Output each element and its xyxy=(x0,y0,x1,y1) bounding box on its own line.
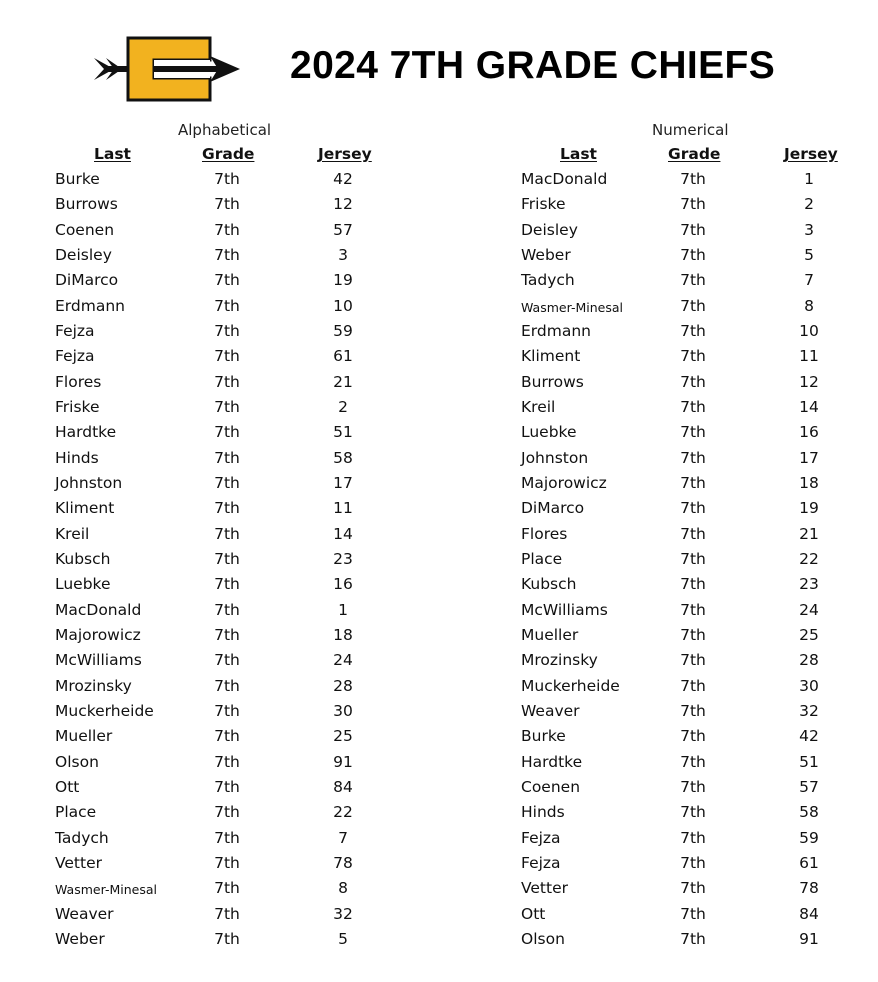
grade-cell: 7th xyxy=(214,879,240,898)
last-name-cell: Kubsch xyxy=(55,549,111,568)
jersey-cell: 78 xyxy=(333,853,353,872)
last-name-cell: Olson xyxy=(521,929,565,948)
jersey-cell: 12 xyxy=(333,195,353,214)
jersey-cell: 16 xyxy=(799,423,819,442)
numerical-label: Numerical xyxy=(652,121,729,139)
table-row xyxy=(55,344,475,369)
jersey-cell: 84 xyxy=(333,777,353,796)
numerical-header-last: Last xyxy=(560,145,597,163)
jersey-cell: 10 xyxy=(333,296,353,315)
last-name-cell: McWilliams xyxy=(55,651,142,670)
grade-cell: 7th xyxy=(680,321,706,340)
table-row xyxy=(55,446,475,471)
last-name-cell: Luebke xyxy=(521,423,577,442)
grade-cell: 7th xyxy=(214,777,240,796)
grade-cell: 7th xyxy=(214,524,240,543)
grade-cell: 7th xyxy=(680,929,706,948)
numerical-header-grade: Grade xyxy=(668,145,721,163)
last-name-cell: Fejza xyxy=(55,321,95,340)
grade-cell: 7th xyxy=(680,372,706,391)
table-row xyxy=(521,547,878,572)
grade-cell: 7th xyxy=(214,929,240,948)
jersey-cell: 19 xyxy=(799,499,819,518)
alphabetical-label: Alphabetical xyxy=(178,121,272,139)
jersey-cell: 10 xyxy=(799,321,819,340)
last-name-cell: Fejza xyxy=(521,828,561,847)
jersey-cell: 84 xyxy=(799,904,819,923)
table-row xyxy=(521,522,878,547)
last-name-cell: Wasmer-Minesal xyxy=(55,882,157,898)
grade-cell: 7th xyxy=(680,879,706,898)
table-row xyxy=(521,420,878,445)
grade-cell: 7th xyxy=(680,397,706,416)
grade-cell: 7th xyxy=(214,828,240,847)
jersey-cell: 59 xyxy=(799,828,819,847)
jersey-cell: 7 xyxy=(804,271,814,290)
grade-cell: 7th xyxy=(214,245,240,264)
table-row xyxy=(521,648,878,673)
grade-cell: 7th xyxy=(680,777,706,796)
jersey-cell: 8 xyxy=(338,879,348,898)
table-row xyxy=(521,319,878,344)
table-row xyxy=(521,674,878,699)
table-row xyxy=(521,876,878,901)
jersey-cell: 7 xyxy=(338,828,348,847)
last-name-cell: Place xyxy=(55,803,97,822)
table-row xyxy=(55,547,475,572)
jersey-cell: 14 xyxy=(799,397,819,416)
grade-cell: 7th xyxy=(214,473,240,492)
table-row xyxy=(55,826,475,851)
last-name-cell: Flores xyxy=(521,524,568,543)
last-name-cell: Erdmann xyxy=(55,296,125,315)
grade-cell: 7th xyxy=(214,676,240,695)
table-row xyxy=(521,826,878,851)
last-name-cell: Tadych xyxy=(521,271,575,290)
numerical-table xyxy=(521,167,878,952)
last-name-cell: Burrows xyxy=(55,195,118,214)
last-name-cell: Muckerheide xyxy=(521,676,620,695)
jersey-cell: 21 xyxy=(799,524,819,543)
last-name-cell: Olson xyxy=(55,752,99,771)
grade-cell: 7th xyxy=(680,752,706,771)
jersey-cell: 24 xyxy=(799,600,819,619)
grade-cell: 7th xyxy=(214,397,240,416)
jersey-cell: 16 xyxy=(333,575,353,594)
table-row xyxy=(55,496,475,521)
table-row xyxy=(521,927,878,952)
table-row xyxy=(521,598,878,623)
last-name-cell: Place xyxy=(521,549,563,568)
table-row xyxy=(55,420,475,445)
table-row xyxy=(521,699,878,724)
grade-cell: 7th xyxy=(214,271,240,290)
last-name-cell: Deisley xyxy=(521,220,578,239)
table-row xyxy=(521,344,878,369)
last-name-cell: Majorowicz xyxy=(55,625,141,644)
last-name-cell: Majorowicz xyxy=(521,473,607,492)
table-row xyxy=(55,800,475,825)
grade-cell: 7th xyxy=(680,296,706,315)
grade-cell: 7th xyxy=(680,676,706,695)
table-row xyxy=(55,395,475,420)
table-row xyxy=(55,294,475,319)
grade-cell: 7th xyxy=(214,701,240,720)
table-row xyxy=(55,851,475,876)
grade-cell: 7th xyxy=(680,170,706,188)
jersey-cell: 51 xyxy=(799,752,819,771)
jersey-cell: 42 xyxy=(333,170,353,188)
last-name-cell: Luebke xyxy=(55,575,111,594)
grade-cell: 7th xyxy=(680,701,706,720)
jersey-cell: 61 xyxy=(799,853,819,872)
table-row xyxy=(55,674,475,699)
table-row xyxy=(521,370,878,395)
grade-cell: 7th xyxy=(214,448,240,467)
last-name-cell: Weaver xyxy=(521,701,580,720)
jersey-cell: 3 xyxy=(338,245,348,264)
jersey-cell: 58 xyxy=(333,448,353,467)
table-row xyxy=(55,623,475,648)
table-row xyxy=(521,851,878,876)
grade-cell: 7th xyxy=(214,549,240,568)
grade-cell: 7th xyxy=(214,347,240,366)
jersey-cell: 91 xyxy=(333,752,353,771)
last-name-cell: Wasmer-Minesal xyxy=(521,299,623,315)
last-name-cell: Weaver xyxy=(55,904,114,923)
last-name-cell: Mrozinsky xyxy=(55,676,132,695)
jersey-cell: 5 xyxy=(338,929,348,948)
table-row xyxy=(55,724,475,749)
grade-cell: 7th xyxy=(680,271,706,290)
table-row xyxy=(521,496,878,521)
grade-cell: 7th xyxy=(680,473,706,492)
table-row xyxy=(521,775,878,800)
jersey-cell: 18 xyxy=(333,625,353,644)
table-row xyxy=(521,268,878,293)
last-name-cell: Ott xyxy=(55,777,80,796)
table-row xyxy=(55,648,475,673)
last-name-cell: Hinds xyxy=(521,803,565,822)
table-row xyxy=(521,471,878,496)
jersey-cell: 14 xyxy=(333,524,353,543)
last-name-cell: Vetter xyxy=(55,853,102,872)
grade-cell: 7th xyxy=(680,575,706,594)
grade-cell: 7th xyxy=(214,600,240,619)
jersey-cell: 24 xyxy=(333,651,353,670)
jersey-cell: 23 xyxy=(799,575,819,594)
alphabetical-table xyxy=(55,167,475,952)
last-name-cell: MacDonald xyxy=(521,170,608,188)
jersey-cell: 28 xyxy=(333,676,353,695)
table-row xyxy=(55,218,475,243)
last-name-cell: Burke xyxy=(55,170,100,188)
table-row xyxy=(55,268,475,293)
page-title: 2024 7TH GRADE CHIEFS xyxy=(290,44,776,87)
jersey-cell: 12 xyxy=(799,372,819,391)
table-row xyxy=(521,800,878,825)
last-name-cell: Friske xyxy=(55,397,100,416)
table-row xyxy=(55,572,475,597)
table-row xyxy=(55,775,475,800)
last-name-cell: Hardtke xyxy=(521,752,583,771)
last-name-cell: Kliment xyxy=(55,499,115,518)
grade-cell: 7th xyxy=(214,853,240,872)
last-name-cell: Hinds xyxy=(55,448,99,467)
table-row xyxy=(521,294,878,319)
alphabetical-header-grade: Grade xyxy=(202,145,255,163)
grade-cell: 7th xyxy=(214,727,240,746)
last-name-cell: Coenen xyxy=(55,220,115,239)
jersey-cell: 30 xyxy=(799,676,819,695)
grade-cell: 7th xyxy=(680,245,706,264)
last-name-cell: Mueller xyxy=(55,727,113,746)
jersey-cell: 5 xyxy=(804,245,814,264)
table-row xyxy=(55,243,475,268)
jersey-cell: 22 xyxy=(799,549,819,568)
table-row xyxy=(521,623,878,648)
table-row xyxy=(55,876,475,901)
last-name-cell: Coenen xyxy=(521,777,581,796)
table-row xyxy=(55,699,475,724)
last-name-cell: Vetter xyxy=(521,879,568,898)
jersey-cell: 57 xyxy=(333,220,353,239)
grade-cell: 7th xyxy=(214,575,240,594)
grade-cell: 7th xyxy=(680,195,706,214)
jersey-cell: 1 xyxy=(338,600,348,619)
alphabetical-header-last: Last xyxy=(94,145,131,163)
last-name-cell: Mrozinsky xyxy=(521,651,598,670)
last-name-cell: Johnston xyxy=(55,473,123,492)
jersey-cell: 2 xyxy=(804,195,814,214)
grade-cell: 7th xyxy=(214,195,240,214)
jersey-cell: 8 xyxy=(804,296,814,315)
chiefs-c-arrow-logo-icon xyxy=(92,34,242,104)
jersey-cell: 17 xyxy=(799,448,819,467)
jersey-cell: 17 xyxy=(333,473,353,492)
grade-cell: 7th xyxy=(680,549,706,568)
grade-cell: 7th xyxy=(680,625,706,644)
last-name-cell: Kreil xyxy=(521,397,556,416)
table-row xyxy=(521,902,878,927)
grade-cell: 7th xyxy=(680,727,706,746)
table-row xyxy=(55,927,475,952)
grade-cell: 7th xyxy=(680,347,706,366)
table-row xyxy=(521,572,878,597)
table-row xyxy=(521,218,878,243)
last-name-cell: Weber xyxy=(521,245,571,264)
jersey-cell: 21 xyxy=(333,372,353,391)
grade-cell: 7th xyxy=(680,524,706,543)
last-name-cell: MacDonald xyxy=(55,600,142,619)
last-name-cell: Mueller xyxy=(521,625,579,644)
table-row xyxy=(521,750,878,775)
jersey-cell: 58 xyxy=(799,803,819,822)
grade-cell: 7th xyxy=(680,651,706,670)
jersey-cell: 61 xyxy=(333,347,353,366)
table-row xyxy=(55,319,475,344)
jersey-cell: 30 xyxy=(333,701,353,720)
last-name-cell: Johnston xyxy=(521,448,589,467)
jersey-cell: 51 xyxy=(333,423,353,442)
table-row xyxy=(55,522,475,547)
last-name-cell: McWilliams xyxy=(521,600,608,619)
jersey-cell: 23 xyxy=(333,549,353,568)
grade-cell: 7th xyxy=(214,803,240,822)
table-row xyxy=(55,471,475,496)
last-name-cell: Weber xyxy=(55,929,105,948)
last-name-cell: DiMarco xyxy=(55,271,119,290)
last-name-cell: Fejza xyxy=(521,853,561,872)
last-name-cell: Fejza xyxy=(55,347,95,366)
grade-cell: 7th xyxy=(680,448,706,467)
jersey-cell: 11 xyxy=(799,347,819,366)
grade-cell: 7th xyxy=(680,828,706,847)
alphabetical-header-jersey: Jersey xyxy=(318,145,372,163)
jersey-cell: 3 xyxy=(804,220,814,239)
jersey-cell: 18 xyxy=(799,473,819,492)
grade-cell: 7th xyxy=(214,904,240,923)
grade-cell: 7th xyxy=(680,220,706,239)
jersey-cell: 42 xyxy=(799,727,819,746)
last-name-cell: Flores xyxy=(55,372,102,391)
jersey-cell: 25 xyxy=(799,625,819,644)
last-name-cell: Burke xyxy=(521,727,566,746)
grade-cell: 7th xyxy=(214,651,240,670)
table-row xyxy=(55,370,475,395)
table-row xyxy=(55,598,475,623)
jersey-cell: 28 xyxy=(799,651,819,670)
numerical-header-jersey: Jersey xyxy=(784,145,838,163)
jersey-cell: 32 xyxy=(333,904,353,923)
grade-cell: 7th xyxy=(680,499,706,518)
jersey-cell: 22 xyxy=(333,803,353,822)
table-row xyxy=(521,243,878,268)
table-row xyxy=(521,724,878,749)
jersey-cell: 78 xyxy=(799,879,819,898)
grade-cell: 7th xyxy=(680,423,706,442)
jersey-cell: 1 xyxy=(804,170,814,188)
grade-cell: 7th xyxy=(214,752,240,771)
jersey-cell: 32 xyxy=(799,701,819,720)
table-row xyxy=(55,192,475,217)
jersey-cell: 91 xyxy=(799,929,819,948)
grade-cell: 7th xyxy=(214,321,240,340)
table-row xyxy=(521,192,878,217)
last-name-cell: Erdmann xyxy=(521,321,591,340)
last-name-cell: Burrows xyxy=(521,372,584,391)
table-row xyxy=(521,167,878,192)
grade-cell: 7th xyxy=(680,803,706,822)
last-name-cell: Deisley xyxy=(55,245,112,264)
grade-cell: 7th xyxy=(214,423,240,442)
table-row xyxy=(55,902,475,927)
grade-cell: 7th xyxy=(214,170,240,188)
last-name-cell: Ott xyxy=(521,904,546,923)
table-row xyxy=(521,446,878,471)
jersey-cell: 2 xyxy=(338,397,348,416)
jersey-cell: 11 xyxy=(333,499,353,518)
grade-cell: 7th xyxy=(680,904,706,923)
jersey-cell: 19 xyxy=(333,271,353,290)
last-name-cell: Muckerheide xyxy=(55,701,154,720)
last-name-cell: Tadych xyxy=(55,828,109,847)
grade-cell: 7th xyxy=(214,372,240,391)
table-row xyxy=(521,395,878,420)
grade-cell: 7th xyxy=(214,296,240,315)
grade-cell: 7th xyxy=(680,600,706,619)
grade-cell: 7th xyxy=(214,625,240,644)
last-name-cell: Kreil xyxy=(55,524,90,543)
last-name-cell: Hardtke xyxy=(55,423,117,442)
table-row xyxy=(55,750,475,775)
jersey-cell: 25 xyxy=(333,727,353,746)
last-name-cell: DiMarco xyxy=(521,499,585,518)
last-name-cell: Kliment xyxy=(521,347,581,366)
jersey-cell: 57 xyxy=(799,777,819,796)
grade-cell: 7th xyxy=(680,853,706,872)
grade-cell: 7th xyxy=(214,220,240,239)
last-name-cell: Kubsch xyxy=(521,575,577,594)
table-row xyxy=(55,167,475,192)
grade-cell: 7th xyxy=(214,499,240,518)
jersey-cell: 59 xyxy=(333,321,353,340)
last-name-cell: Friske xyxy=(521,195,566,214)
